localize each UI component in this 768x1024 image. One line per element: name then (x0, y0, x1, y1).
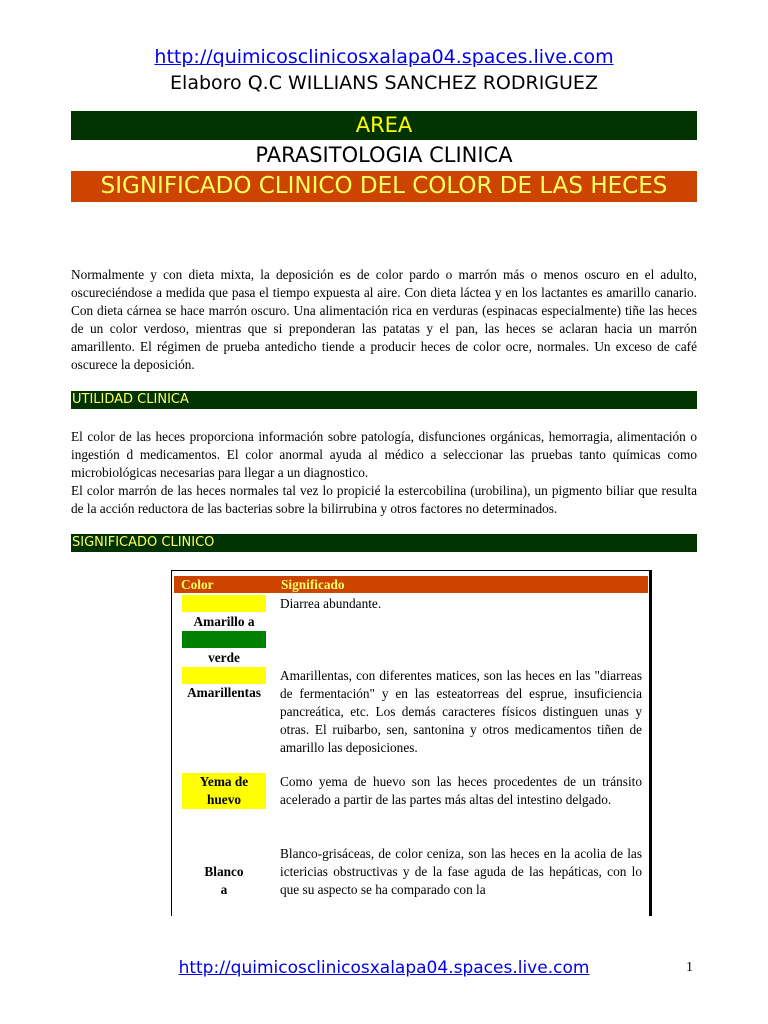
yellow-swatch (182, 667, 266, 684)
intro-paragraph: Normalmente y con dieta mixta, la deposición es de color pardo o marrón más o menos oscuro en el adulto, oscureciéndose a medida que pasa el tiempo expuesta al aire. Con dieta láctea y en los lactantes es amarillo canario. Con dieta cárnea se hace marrón oscuro. Una alimentación rica en verduras (espinacas especialmente) tiñe las heces de un color verdoso, mientras que si preponderan las patatas y el pan, las heces se aclaran hacia un marrón amarillento. El régimen de prueba antedicho tiende a producir heces de color ocre, normales. Un exceso de café oscurece la deposición. (71, 267, 697, 372)
row-label: huevo (207, 792, 241, 807)
row-label: Amarillentas (187, 685, 261, 700)
row-description: Diarrea abundante. (280, 596, 382, 611)
row-label: Amarillo a (193, 614, 255, 629)
color-significance-table (171, 570, 652, 916)
yellow-swatch (182, 595, 266, 612)
section-heading-significado: SIGNIFICADO CLINICO (71, 534, 697, 552)
row-description: Blanco-grisáceas, de color ceniza, son las heces en la acolia de las ictericias obstructivas y de la fase aguda de las hepáticas, con lo que su aspecto se ha comparado con la (280, 846, 642, 897)
utilidad-paragraph-1: El color de las heces proporciona información sobre patología, disfunciones orgánicas, hemorragia, alimentación o ingestión d medicamentos. El color anormal ayuda al médico a seleccionar las pruebas tanto químicas como microbiológicas necesarias para llegar a un diagnostico. (71, 429, 697, 480)
subject-heading: PARASITOLOGIA CLINICA (255, 143, 513, 167)
row-description: Como yema de huevo son las heces procedentes de un tránsito acelerado a partir de las partes más altas del intestino delgado. (280, 774, 642, 807)
row-label: Yema de (199, 774, 249, 789)
table-header-color: Color (181, 577, 214, 592)
area-band: AREA (71, 111, 697, 140)
row-label: a (220, 882, 228, 897)
page-number: 1 (686, 960, 693, 975)
footer-link[interactable]: http://quimicosclinicosxalapa04.spaces.live.com (178, 958, 590, 978)
green-swatch (182, 631, 266, 648)
table-header-row (174, 576, 648, 593)
row-label: Blanco (204, 864, 244, 879)
row-description: Amarillentas, con diferentes matices, son las heces en las "diarreas de fermentación" y en las esteatorreas del esprue, insuficiencia pancreática, etc. Los demás caracteres físicos distinguen unas y otras. El ruibarbo, sen, santonina y otros medicamentos tiñen de amarillo las deposiciones. (280, 668, 642, 755)
row-label: verde (208, 650, 240, 665)
header-link[interactable]: http://quimicosclinicosxalapa04.spaces.live.com (154, 46, 614, 68)
author-line: Elaboro Q.C WILLIANS SANCHEZ RODRIGUEZ (170, 72, 598, 94)
table-header-significado: Significado (281, 577, 345, 592)
utilidad-paragraph-2: El color marrón de las heces normales tal vez lo propicié la estercobilina (urobilina), un pigmento biliar que resulta de la acción reductora de las bacterias sobre la bilirrubina y otros factores no determinados. (71, 483, 697, 516)
document-title: SIGNIFICADO CLINICO DEL COLOR DE LAS HECES (71, 171, 697, 202)
section-heading-utilidad: UTILIDAD CLINICA (71, 391, 697, 409)
